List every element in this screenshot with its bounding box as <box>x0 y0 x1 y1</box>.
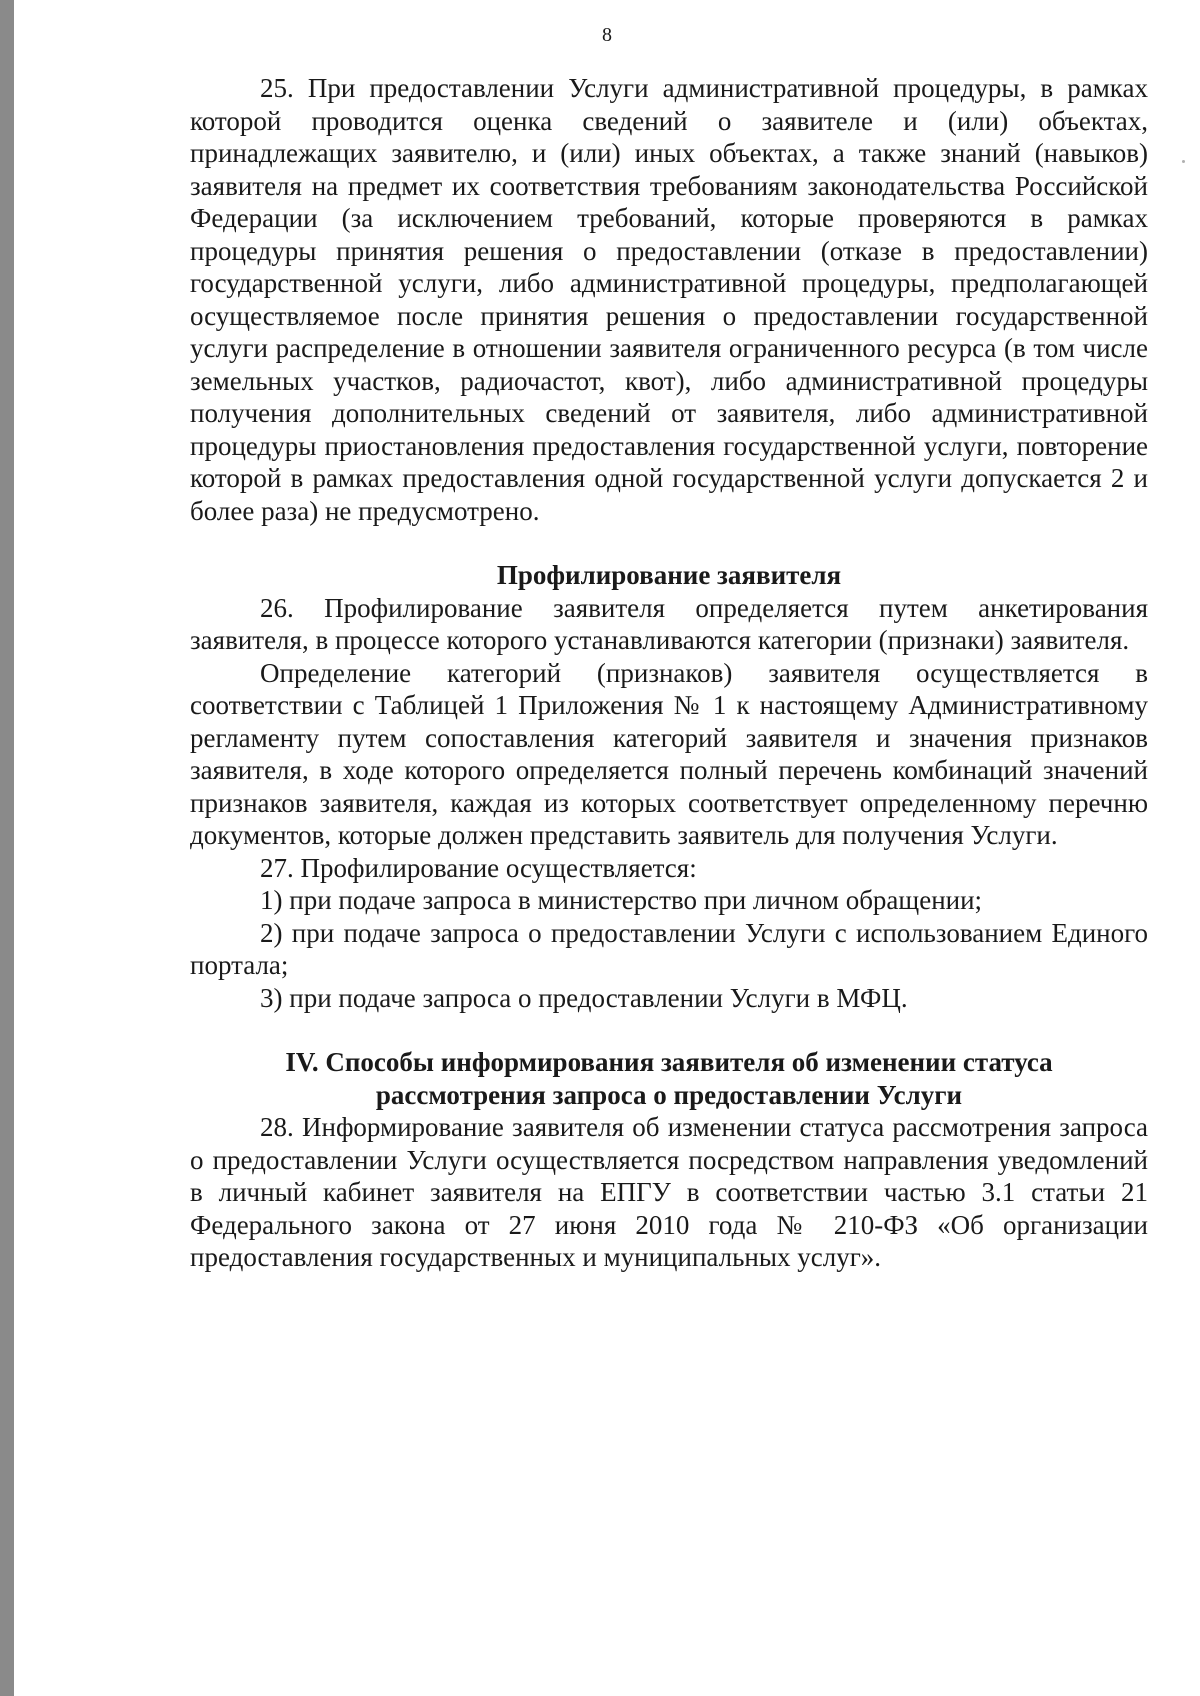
paragraph-25: 25. При предоставлении Услуги административной процедуры, в рамках которой проводится оценка сведений о заявителе и (или) объектах, принадлежащих заявителю, и (или) иных объектах, а также знаний (навыков) заявителя на предмет их соответствия требованиям законодательства Российской Федерации (за исключением требований, которые проверяются в рамках процедуры принятия решения о предоставлении (отказе в предоставлении) государственной услуги, либо административной процедуры, предполагающей осуществляемое после принятия решения о предоставлении государственной услуги распределение в отношении заявителя ограниченного ресурса (в том числе земельных участков, радиочастот, квот), либо административной процедуры получения дополнительных сведений от заявителя, либо административной процедуры приостановления предоставления государственной услуги, повторение которой в рамках предоставления одной государственной услуги допускается 2 и более раза) не предусмотрено. <box>190 73 1148 526</box>
paragraph-27-item-3: 3) при подаче запроса о предоставлении Услуги в МФЦ. <box>260 982 908 1013</box>
paragraph-28: 28. Информирование заявителя об изменении статуса рассмотрения запроса о предоставлении Услуги осуществляется посредством направления уведомлений в личный кабинет заявителя на ЕПГУ в соответствии частью 3.1 статьи 21 Федерального закона от 27 июня 2010 года № 210-ФЗ «Об организации предоставления государственных и муниципальных услуг». <box>190 1112 1148 1272</box>
section-heading-profiling: Профилирование заявителя <box>496 560 842 590</box>
section-heading-iv-line-1: IV. Способы информирования заявителя об изменении статуса <box>285 1047 1053 1077</box>
paragraph-26-definition: Определение категорий (признаков) заявителя осуществляется в соответствии с Таблицей 1 Приложения № 1 к настоящему Административному регламенту путем сопоставления категорий заявителя и значения признаков заявителя, в ходе которого определяется полный перечень комбинаций значений признаков заявителя, каждая из которых соответствует определенному перечню документов, которые должен представить заявитель для получения Услуги. <box>190 657 1148 850</box>
paragraph-26: 26. Профилирование заявителя определяется путем анкетирования заявителя, в процессе которого устанавливаются категории (признаки) заявителя. <box>190 592 1148 655</box>
section-gap <box>190 1014 1148 1046</box>
section-heading-iv-line-2: рассмотрения запроса о предоставлении Услуги <box>375 1079 963 1110</box>
scan-speck <box>1182 160 1185 163</box>
document-page <box>14 0 1200 1696</box>
paragraph-27-item-2: 2) при подаче запроса о предоставлении Услуги с использованием Единого портала; <box>190 917 1148 980</box>
document-body <box>190 72 1148 1274</box>
paragraph-27-item-1: 1) при подаче запроса в министерство при личном обращении; <box>260 885 983 915</box>
page-number: 8 <box>602 24 612 46</box>
section-gap <box>190 527 1148 559</box>
paragraph-27: 27. Профилирование осуществляется: <box>260 852 697 883</box>
section-heading-iv <box>190 1046 1148 1111</box>
scan-left-border <box>0 0 14 1696</box>
